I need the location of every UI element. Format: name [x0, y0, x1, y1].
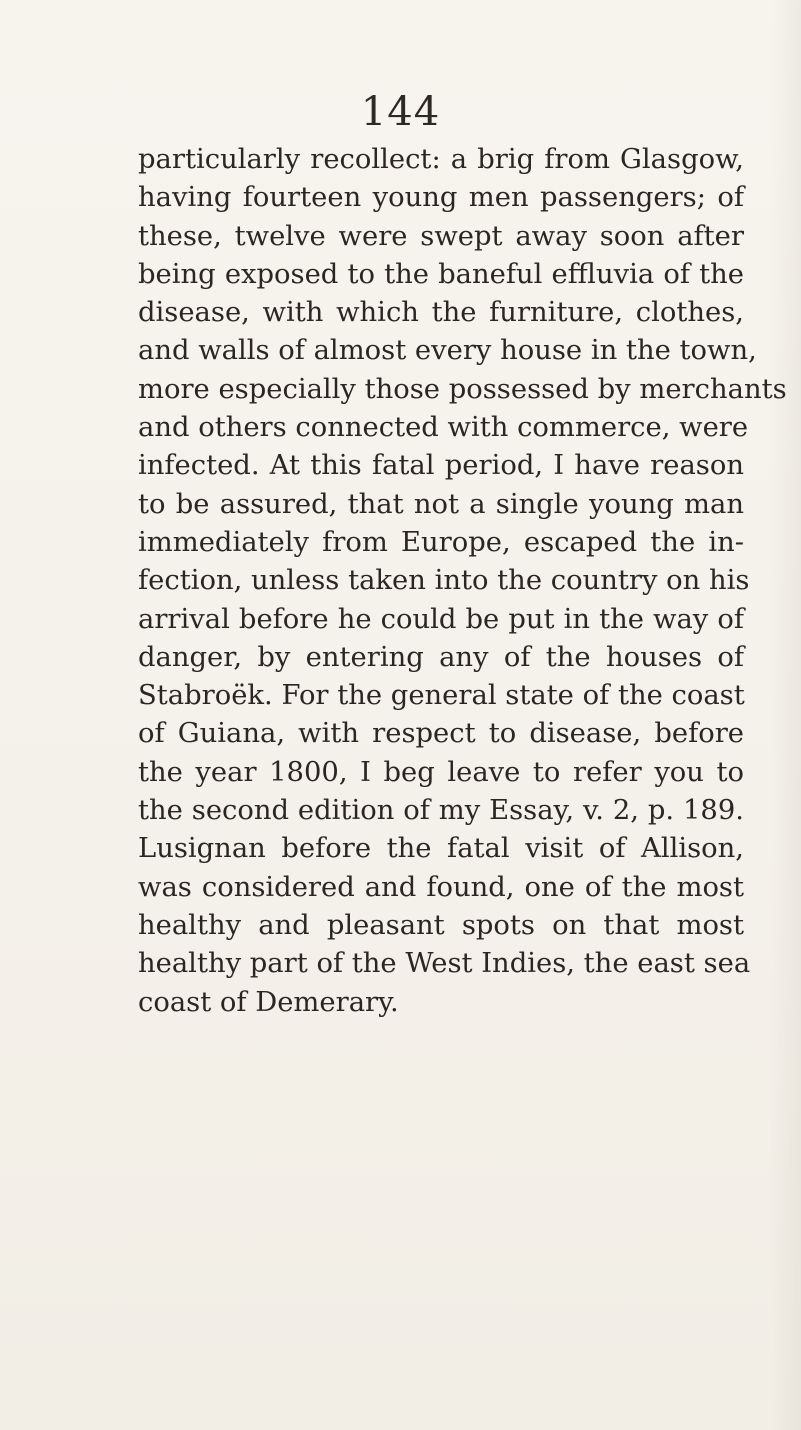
text-line: Stabroëk. For the general state of the coast — [138, 680, 745, 712]
text-line: having fourteen young men passengers; of — [138, 182, 744, 214]
page-number: 144 — [360, 89, 441, 135]
text-line: of Guiana, with respect to disease, before — [138, 718, 744, 750]
text-line: Lusignan before the fatal visit of Allison, — [138, 833, 744, 865]
text-line: coast of Demerary. — [138, 986, 399, 1018]
text-line: and walls of almost every house in the town, — [138, 335, 757, 367]
text-line: disease, with which the furniture, clothes, — [138, 297, 744, 329]
text-line: being exposed to the baneful effluvia of the — [138, 258, 744, 290]
text-line: healthy and pleasant spots on that most — [138, 909, 744, 941]
text-line: infected. At this fatal period, I have reason — [138, 450, 744, 482]
text-line: fection, unless taken into the country on his — [138, 565, 750, 597]
text-line: danger, by entering any of the houses of — [138, 641, 744, 673]
text-line: the year 1800, I beg leave to refer you to — [138, 756, 744, 788]
text-line: and others connected with commerce, were — [138, 412, 749, 444]
text-line: these, twelve were swept away soon after — [138, 220, 744, 252]
text-line: to be assured, that not a single young man — [138, 488, 744, 520]
text-line: arrival before he could be put in the way of — [138, 603, 744, 635]
text-line: healthy part of the West Indies, the east sea — [138, 948, 751, 980]
text-line: particularly recollect: a brig from Glasgow, — [138, 144, 744, 175]
text-line: the second edition of my Essay, v. 2, p. 189. — [138, 795, 744, 827]
text-line: immediately from Europe, escaped the in- — [138, 526, 744, 558]
text-line: more especially those possessed by merchants — [138, 373, 787, 405]
body-paragraph — [138, 141, 787, 1022]
text-line: was considered and found, one of the most — [138, 871, 744, 903]
